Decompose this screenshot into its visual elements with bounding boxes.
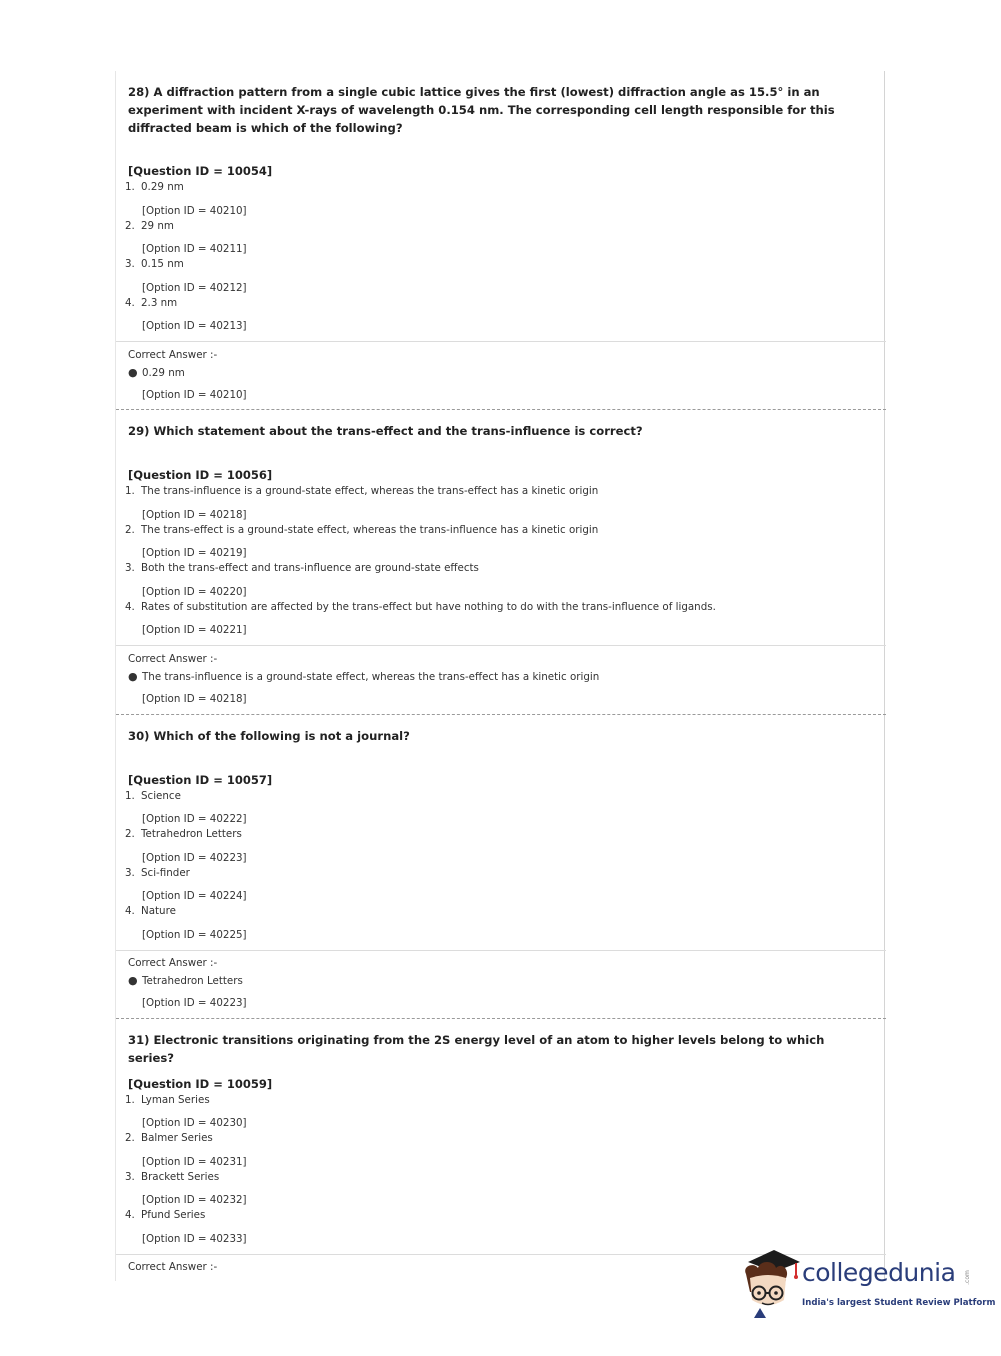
option-2: 2. 29 nm [125,220,174,232]
option-id: [Option ID = 40212] [142,282,247,294]
option-id: [Option ID = 40222] [142,813,247,825]
option-id: [Option ID = 40213] [142,320,247,332]
bullet-icon: ● [128,670,138,683]
question-paper-page [115,71,885,1281]
correct-answer-label: Correct Answer :- [128,1261,218,1273]
option-id: [Option ID = 40218] [142,509,247,521]
option-4: 4. Rates of substitution are affected by the trans-effect but have nothing to do with the trans-influence of ligands. [125,601,716,613]
correct-answer-option-id: [Option ID = 40210] [142,389,247,401]
correct-answer: ● The trans-influence is a ground-state effect, whereas the trans-effect has a kinetic origin [128,670,600,683]
answer-divider [116,341,886,342]
option-id: [Option ID = 40232] [142,1194,247,1206]
option-id: [Option ID = 40231] [142,1156,247,1168]
option-3: 3. Sci-finder [125,867,190,879]
question-text: 31) Electronic transitions originating from the 2S energy level of an atom to higher levels belong to which series? [128,1033,825,1065]
correct-answer-label: Correct Answer :- [128,349,218,361]
option-3: 3. 0.15 nm [125,258,184,270]
collegedunia-logo [740,1248,996,1320]
option-id: [Option ID = 40211] [142,243,247,255]
option-4: 4. Pfund Series [125,1209,206,1221]
brand-tagline: India's largest Student Review Platform [802,1298,996,1308]
question-text: 29) Which statement about the trans-effect and the trans-influence is correct? [128,424,643,438]
option-id: [Option ID = 40223] [142,852,247,864]
correct-answer-option-id: [Option ID = 40223] [142,997,247,1009]
bullet-icon: ● [128,366,138,379]
option-1: 1. The trans-influence is a ground-state effect, whereas the trans-effect has a kinetic origin [125,485,599,497]
option-3: 3. Brackett Series [125,1171,220,1183]
option-2: 2. The trans-effect is a ground-state effect, whereas the trans-influence has a kinetic origin [125,524,599,536]
option-id: [Option ID = 40220] [142,586,247,598]
option-id: [Option ID = 40225] [142,929,247,941]
question-id: [Question ID = 10054] [128,164,273,178]
option-3: 3. Both the trans-effect and trans-influence are ground-state effects [125,562,479,574]
correct-answer: ● 0.29 nm [128,366,185,379]
question-divider [116,409,886,410]
question-divider [116,714,886,715]
brand-com: .com [963,1270,971,1285]
option-2: 2. Tetrahedron Letters [125,828,242,840]
question-id: [Question ID = 10057] [128,773,273,787]
option-id: [Option ID = 40233] [142,1233,247,1245]
question-divider [116,1018,886,1019]
option-id: [Option ID = 40219] [142,547,247,559]
option-4: 4. 2.3 nm [125,297,178,309]
mascot-icon [740,1248,802,1320]
option-id: [Option ID = 40221] [142,624,247,636]
option-2: 2. Balmer Series [125,1132,213,1144]
correct-answer-label: Correct Answer :- [128,957,218,969]
bullet-icon: ● [128,974,138,987]
correct-answer-option-id: [Option ID = 40218] [142,693,247,705]
option-id: [Option ID = 40230] [142,1117,247,1129]
option-id: [Option ID = 40224] [142,890,247,902]
option-1: 1. Lyman Series [125,1094,210,1106]
brand-name: collegedunia [802,1258,956,1287]
option-id: [Option ID = 40210] [142,205,247,217]
question-id: [Question ID = 10056] [128,468,273,482]
question-id: [Question ID = 10059] [128,1077,273,1091]
answer-divider [116,645,886,646]
question-text: 28) A diffraction pattern from a single cubic lattice gives the first (lowest) diffraction angle as 15.5° in an experiment with incident X-rays of wavelength 0.154 nm. The corresponding cell length responsible for this diffracted beam is which of the following? [128,85,835,135]
option-1: 1. 0.29 nm [125,181,184,193]
correct-answer: ● Tetrahedron Letters [128,974,243,987]
answer-divider [116,950,886,951]
question-text: 30) Which of the following is not a journal? [128,729,410,743]
option-1: 1. Science [125,790,181,802]
option-4: 4. Nature [125,905,176,917]
correct-answer-label: Correct Answer :- [128,653,218,665]
